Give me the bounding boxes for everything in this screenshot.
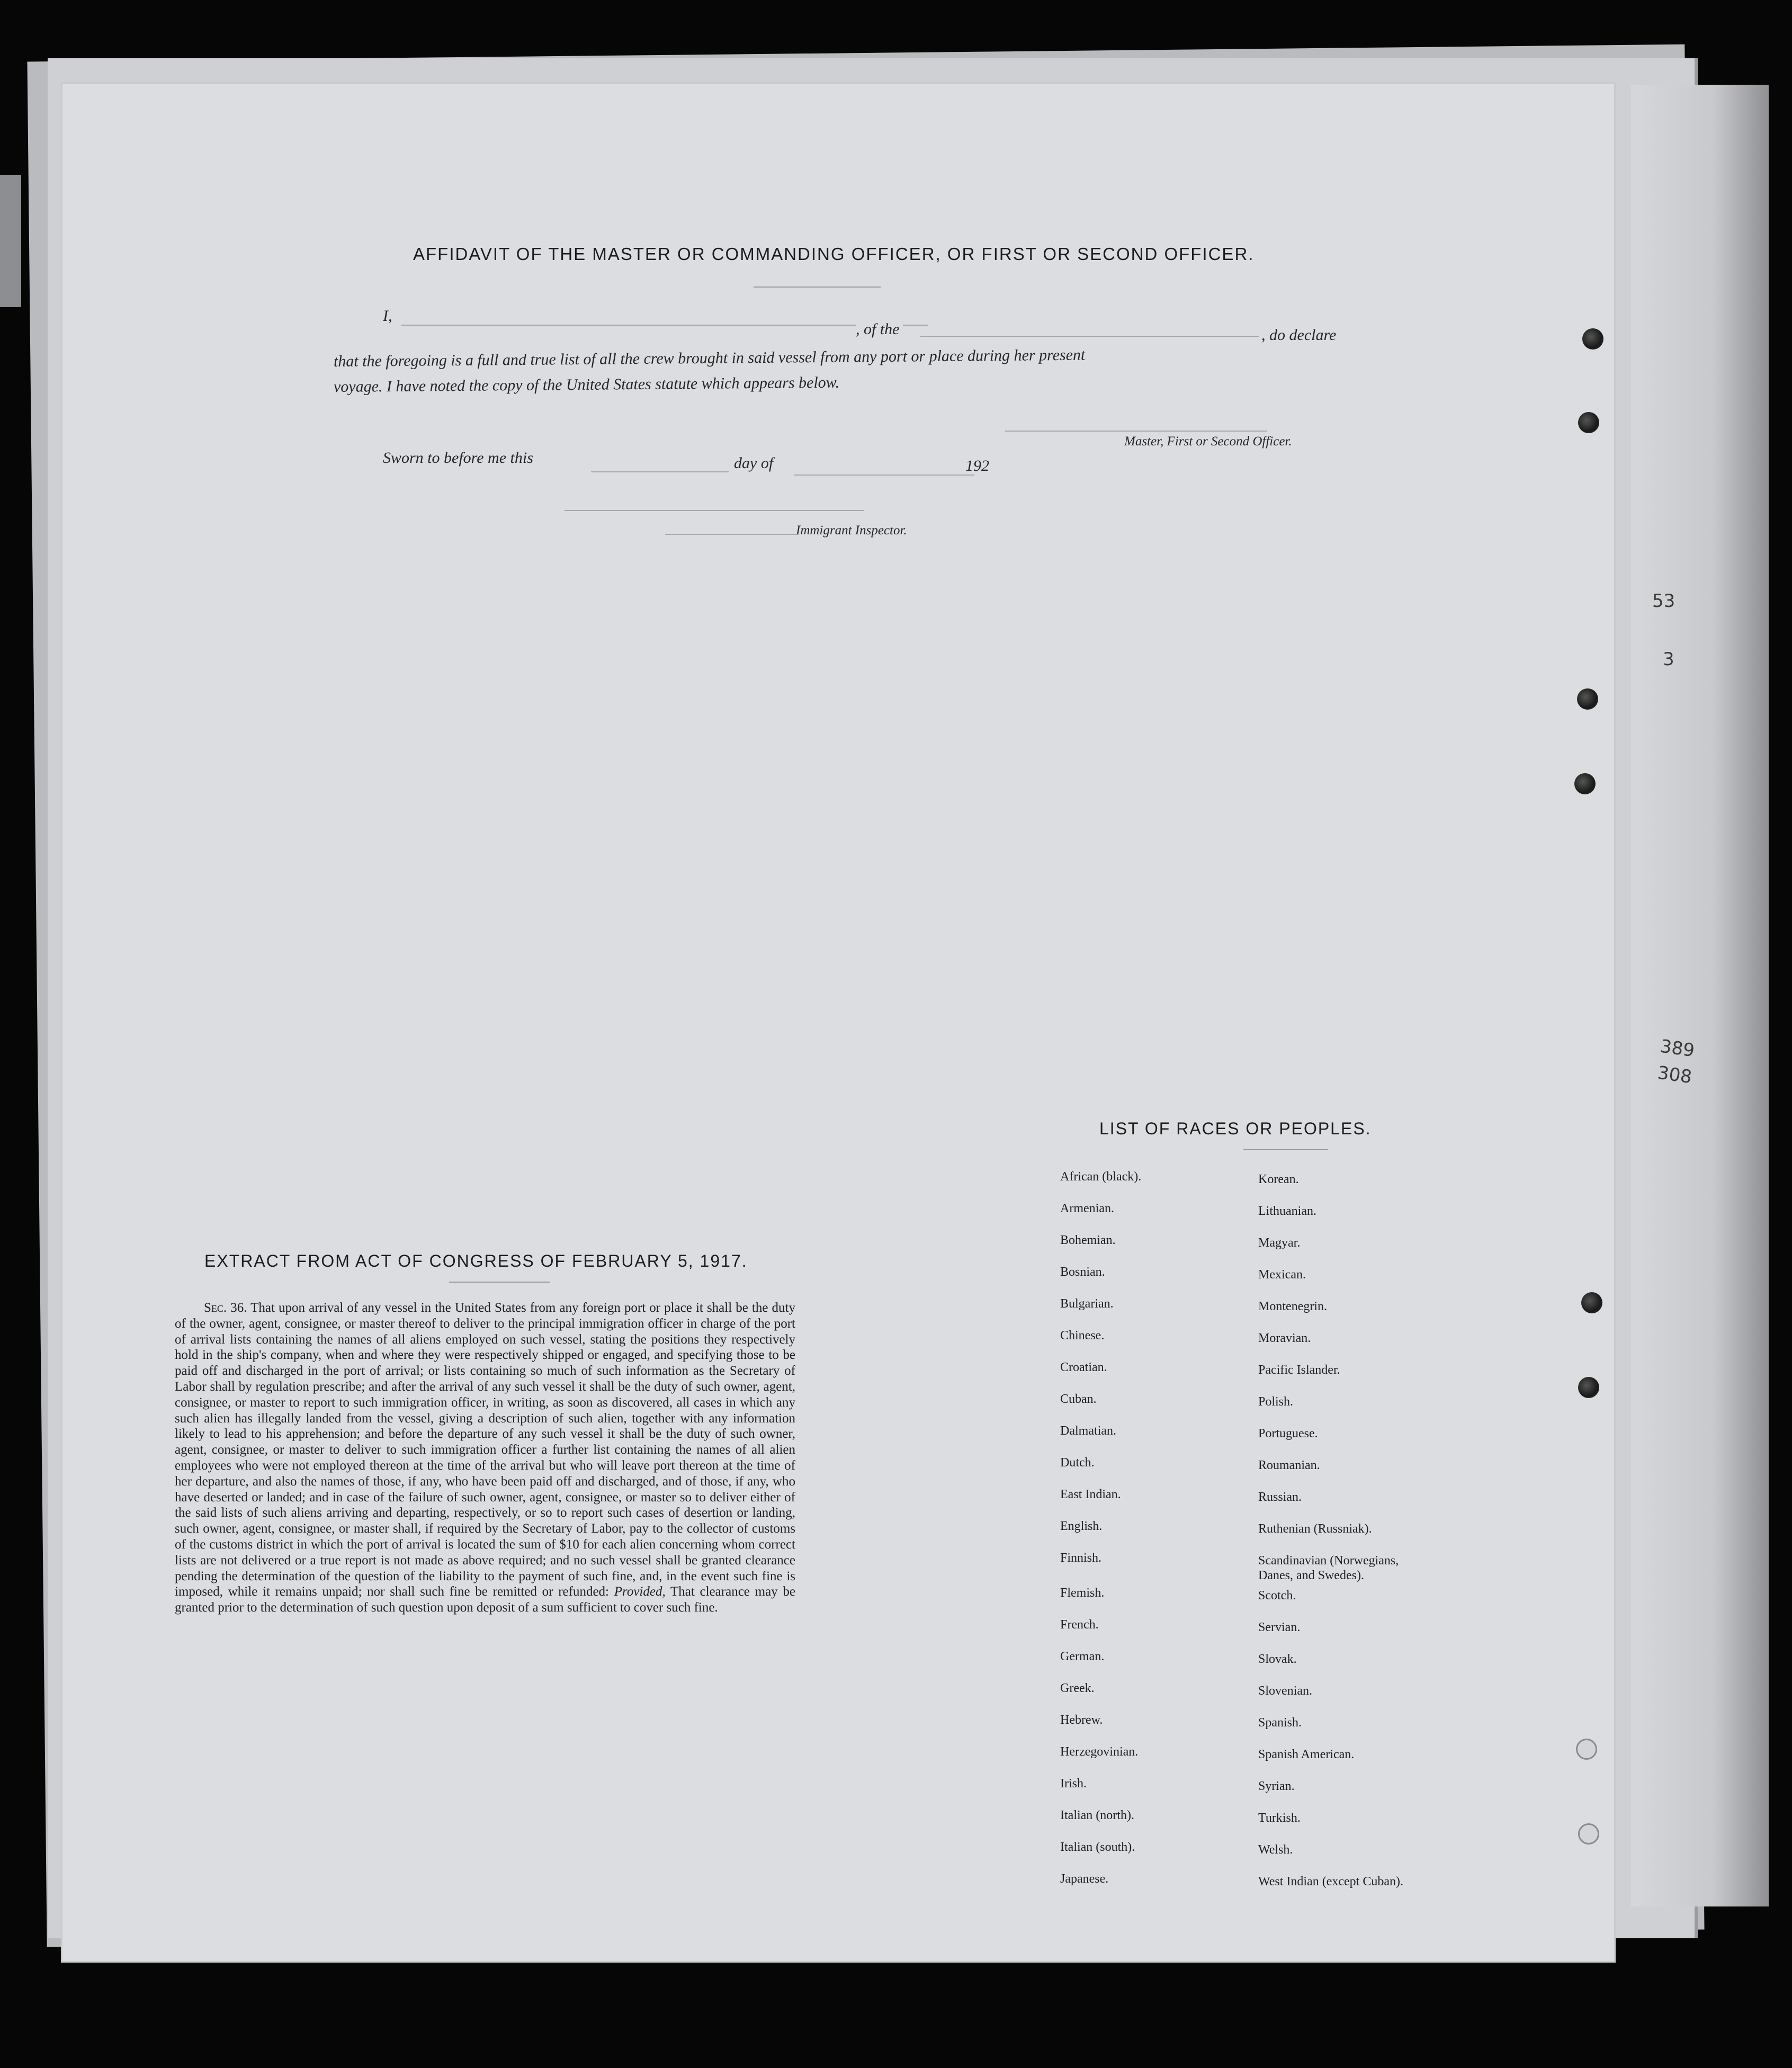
left-page-strip (0, 175, 21, 307)
affidavit-i-label: I, (383, 307, 392, 325)
signature-caption: Master, First or Second Officer. (1124, 434, 1292, 449)
race-item: Korean. (1258, 1172, 1299, 1186)
race-item: Dutch. (1060, 1456, 1095, 1470)
race-item: West Indian (except Cuban). (1258, 1875, 1403, 1888)
race-item: Polish. (1258, 1395, 1294, 1409)
race-item: Scotch. (1258, 1589, 1296, 1603)
race-item: Armenian. (1060, 1202, 1114, 1215)
extract-title: EXTRACT FROM ACT OF CONGRESS OF FEBRUARY 5, 1917. (204, 1251, 748, 1270)
edge-mark-308: 308 (1656, 1062, 1694, 1088)
race-item: Herzegovinian. (1060, 1745, 1139, 1759)
punch-hole (1578, 1377, 1599, 1398)
extract-title-rule (449, 1282, 550, 1283)
race-item: Bosnian. (1060, 1265, 1105, 1279)
race-item: Dalmatian. (1060, 1424, 1116, 1438)
race-item: Montenegrin. (1258, 1300, 1327, 1313)
races-title-rule (1243, 1149, 1328, 1150)
affidavit-statement-line2: voyage. I have noted the copy of the United States statute which appears below. (333, 373, 840, 396)
races-title: LIST OF RACES OR PEOPLES. (1099, 1119, 1372, 1138)
race-item: Bohemian. (1060, 1233, 1116, 1247)
race-item: Roumanian. (1258, 1458, 1320, 1472)
punch-hole (1582, 328, 1603, 350)
race-item: Japanese. (1060, 1872, 1109, 1886)
race-item: Magyar. (1258, 1236, 1301, 1250)
race-item: Irish. (1060, 1777, 1087, 1791)
race-item: Russian. (1258, 1490, 1302, 1504)
race-item: Greek. (1060, 1681, 1095, 1695)
punch-hole (1578, 412, 1599, 433)
race-item: Scandinavian (Norwegians, Danes, and Swedes). (1258, 1554, 1399, 1582)
edge-mark-389: 389 (1659, 1035, 1696, 1062)
race-item: Servian. (1258, 1621, 1301, 1634)
race-item: Cuban. (1060, 1392, 1097, 1406)
race-item: French. (1060, 1618, 1099, 1632)
affidavit-name-blank (401, 325, 928, 326)
race-item: East Indian. (1060, 1488, 1121, 1501)
edge-mark-3: 3 (1663, 649, 1674, 670)
race-item: Bulgarian. (1060, 1297, 1114, 1311)
affidavit-title-rule (754, 287, 881, 288)
extract-body (175, 1300, 795, 1616)
sworn-label: Sworn to before me this (383, 449, 533, 467)
punch-hole-empty (1576, 1739, 1597, 1760)
document-page (62, 84, 1614, 1961)
inspector-blank-1 (565, 510, 864, 511)
race-item: Chinese. (1060, 1329, 1105, 1342)
race-item: Lithuanian. (1258, 1204, 1316, 1218)
inspector-blank-2 (665, 534, 798, 535)
punch-hole (1577, 688, 1598, 710)
inspector-caption: Immigrant Inspector. (796, 523, 907, 538)
race-item: Portuguese. (1258, 1427, 1318, 1440)
race-item: English. (1060, 1519, 1103, 1533)
race-item: Mexican. (1258, 1268, 1306, 1282)
year-prefix: 192 (965, 457, 989, 475)
punch-hole-empty (1578, 1823, 1599, 1845)
race-item: Slovak. (1258, 1652, 1297, 1666)
race-item: Spanish. (1258, 1716, 1302, 1730)
race-item: Italian (north). (1060, 1809, 1134, 1822)
race-item: Syrian. (1258, 1779, 1295, 1793)
sworn-month-blank (794, 475, 974, 476)
race-item: Welsh. (1258, 1843, 1293, 1857)
affidavit-statement-line1: that the foregoing is a full and true list of all the crew brought in said vessel from any port or place during her present (333, 346, 1086, 370)
extract-text-part1: That upon arrival of any vessel in the United States from any foreign port or place it shall be the duty of the owner, agent, consignee, or master thereof to deliver to the principal immigration officer in charge of the port of arrival lists containing the names of all aliens employed on such vessel, stating the positions they respectively hold in the ship's company, when and where they were respectively shipped or engaged, and specifying those to be paid off and discharged in the port of arrival; or lists containing so much of such information as the Secretary of Labor shall by regulation prescribe; and after the arrival of any such vessel it shall be the duty of such owner, agent, consignee, or master to report to such immigration officer, in writing, as soon as discovered, all cases in which any such alien has illegally landed from the vessel, giving a description of such alien, together with any information likely to lead to his apprehension; and before the departure of any such vessel it shall be the duty of such owner, agent, consignee, or master to deliver to such immigration officer a further list containing the names of all alien employees who were not employed thereon at the time of the arrival but who will leave port thereon at the time of her departure, and also the names of those, if any, who have been paid off and discharged, and of those, if any, who have deserted or landed; and in case of the failure of such owner, agent, consignee, or master so to deliver either of the said lists of such aliens arriving and departing, respectively, or so to report such cases of desertion or landing, such owner, agent, consignee, or master shall, if required by the Secretary of Labor, pay to the collector of customs of the customs district in which the port of arrival is located the sum of $10 for each alien concerning whom correct lists are not delivered or a true report is not made as above required; and no such vessel shall be granted clearance pending the determination of the question of the liability to the payment of such fine, and, in the event such fine is imposed, while it remains unpaid; nor shall such fine be remitted or refunded: (175, 1301, 795, 1599)
punch-hole (1581, 1292, 1602, 1313)
extract-section-label: Sec. 36. (204, 1301, 247, 1315)
race-item: Finnish. (1060, 1551, 1102, 1565)
punch-hole (1574, 773, 1596, 794)
affidavit-vessel-blank (920, 336, 1273, 337)
race-item: Spanish American. (1258, 1748, 1355, 1761)
race-item: African (black). (1060, 1170, 1142, 1184)
underlying-page-edge (1631, 85, 1769, 1906)
day-of-label: day of (734, 454, 774, 472)
extract-text-part2: That clearance may be granted prior to the determination of such question upon deposit of a sum sufficient to cover such fine. (175, 1584, 795, 1615)
affidavit-of-the-label: , of the (856, 320, 903, 338)
affidavit-do-declare: , do declare (1259, 326, 1336, 344)
race-item: Flemish. (1060, 1586, 1105, 1600)
affidavit-title: AFFIDAVIT OF THE MASTER OR COMMANDING OFFICER, OR FIRST OR SECOND OFFICER. (413, 244, 1255, 264)
race-item: Moravian. (1258, 1331, 1311, 1345)
race-item: Ruthenian (Russniak). (1258, 1522, 1372, 1536)
race-item: German. (1060, 1650, 1105, 1663)
race-item: Croatian. (1060, 1360, 1107, 1374)
race-item: Slovenian. (1258, 1684, 1312, 1698)
extract-provided-label: Provided, (614, 1584, 666, 1599)
race-item: Turkish. (1258, 1811, 1301, 1825)
edge-mark-53: 53 (1652, 590, 1675, 612)
race-item: Hebrew. (1060, 1713, 1103, 1727)
signature-blank (1005, 431, 1267, 432)
race-item: Pacific Islander. (1258, 1363, 1340, 1377)
race-item: Italian (south). (1060, 1840, 1135, 1854)
sworn-day-blank (591, 471, 729, 472)
